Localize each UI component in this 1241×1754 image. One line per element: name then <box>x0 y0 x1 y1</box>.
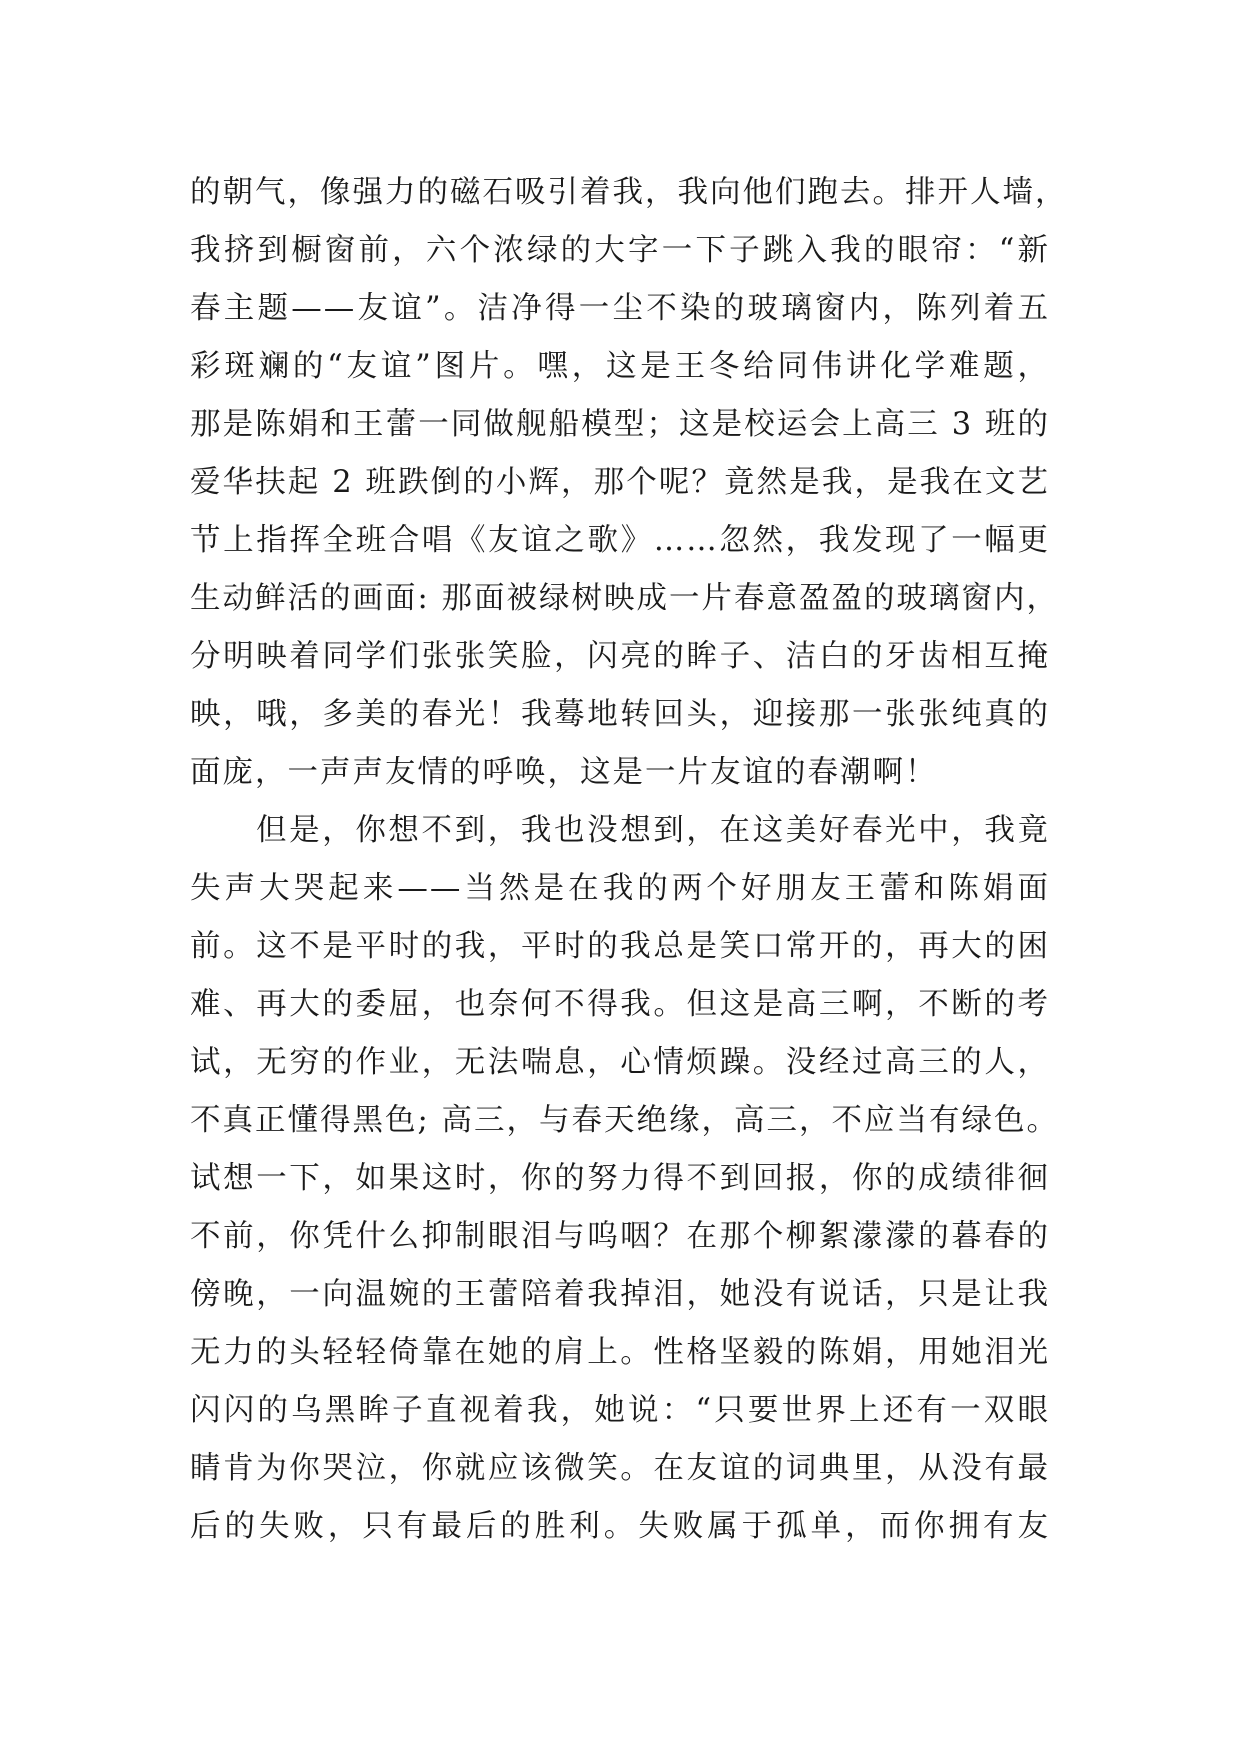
text-line: 分明映着同学们张张笑脸，闪亮的眸子、洁白的牙齿相互掩 <box>190 639 1050 674</box>
text-line: 春主题——友谊”。洁净得一尘不染的玻璃窗内，陈列着五 <box>190 291 1050 326</box>
text-line: 节上指挥全班合唱《友谊之歌》……忽然，我发现了一幅更 <box>190 523 1050 558</box>
text-line: 试，无穷的作业，无法喘息，心情烦躁。没经过高三的人， <box>190 1045 1050 1080</box>
text-line: 傍晚，一向温婉的王蕾陪着我掉泪，她没有说话，只是让我 <box>190 1277 1050 1312</box>
text-line: 映，哦，多美的春光！我蓦地转回头，迎接那一张张纯真的 <box>190 697 1050 732</box>
text-line: 彩斑斓的“友谊”图片。嘿，这是王冬给同伟讲化学难题， <box>190 349 1050 384</box>
article-body <box>190 164 1068 1556</box>
text-line: 那是陈娟和王蕾一同做舰船模型；这是校运会上高三 3 班的 <box>190 407 1050 442</box>
text-line: 试想一下，如果这时，你的努力得不到回报，你的成绩徘徊 <box>190 1161 1050 1196</box>
text-line: 前。这不是平时的我，平时的我总是笑口常开的，再大的困 <box>190 929 1050 964</box>
text-line: 睛肯为你哭泣，你就应该微笑。在友谊的词典里，从没有最 <box>190 1451 1050 1486</box>
text-line: 生动鲜活的画面: 那面被绿树映成一片春意盈盈的玻璃窗内， <box>190 581 1059 616</box>
text-line: 难、再大的委屈，也奈何不得我。但这是高三啊，不断的考 <box>190 987 1050 1022</box>
text-line: 不前，你凭什么抑制眼泪与呜咽？在那个柳絮濛濛的暮春的 <box>190 1219 1050 1254</box>
text-line: 后的失败，只有最后的胜利。失败属于孤单，而你拥有友 <box>190 1509 1050 1544</box>
text-line: 闪闪的乌黑眸子直视着我，她说：“只要世界上还有一双眼 <box>190 1393 1050 1428</box>
text-line: 的朝气，像强力的磁石吸引着我，我向他们跑去。排开人墙， <box>190 175 1068 210</box>
paragraph-2 <box>190 802 1059 1556</box>
text-line: 我挤到橱窗前，六个浓绿的大字一下子跳入我的眼帘：“新 <box>190 233 1050 268</box>
text-line: 不真正懂得黑色; 高三，与春天绝缘，高三，不应当有绿色。 <box>190 1103 1059 1138</box>
text-line: 但是，你想不到，我也没想到，在这美好春光中，我竟 <box>256 813 1050 848</box>
text-line: 爱华扶起 2 班跌倒的小辉，那个呢？竟然是我，是我在文艺 <box>190 465 1050 500</box>
text-line: 无力的头轻轻倚靠在她的肩上。性格坚毅的陈娟，用她泪光 <box>190 1335 1050 1370</box>
text-line: 面庞，一声声友情的呼唤，这是一片友谊的春潮啊！ <box>190 755 938 790</box>
paragraph-1 <box>190 164 1068 802</box>
text-line: 失声大哭起来——当然是在我的两个好朋友王蕾和陈娟面 <box>190 871 1050 906</box>
